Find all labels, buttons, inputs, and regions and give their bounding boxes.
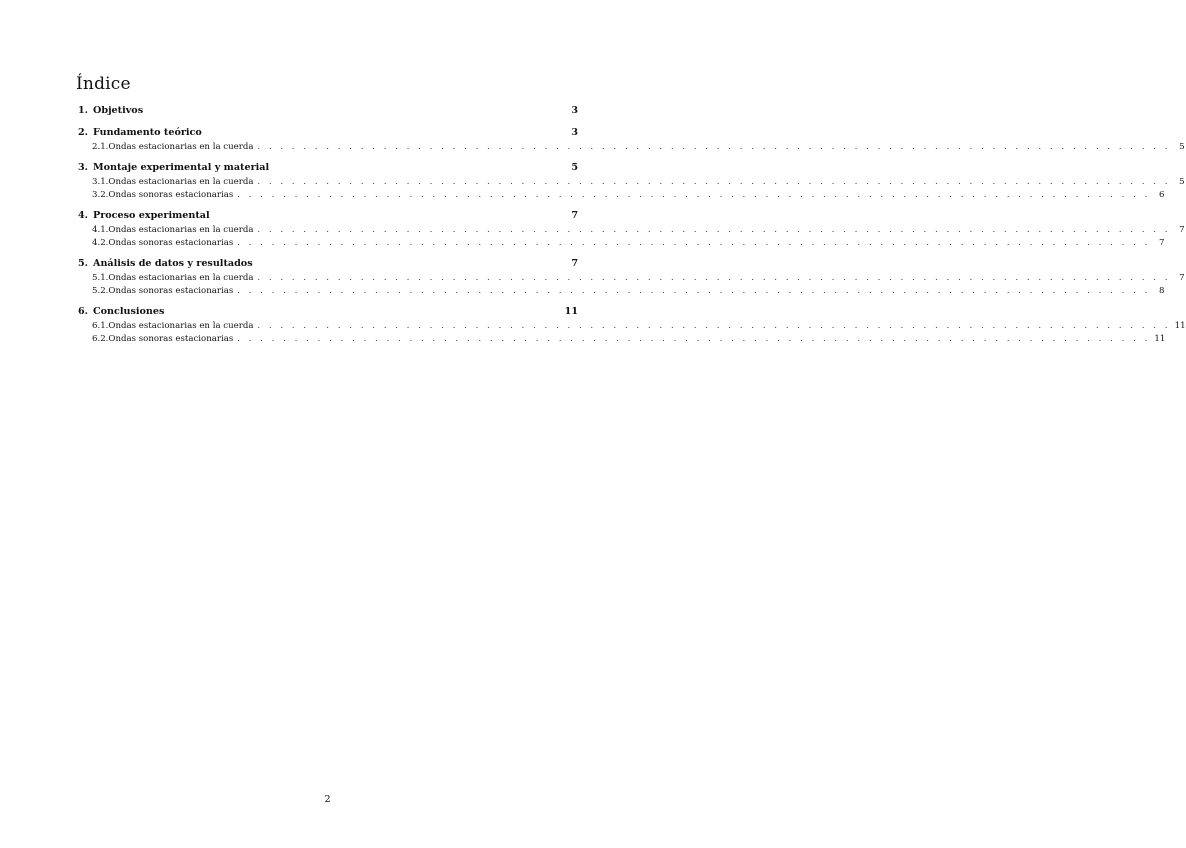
section-title: Objetivos [93,105,144,116]
toc-section [78,305,1186,345]
section-page: 7 [571,258,578,269]
subsection-title: Ondas estacionarias en la cuerda [108,225,254,235]
subsection-page: 5 [1179,142,1185,152]
section-title: Análisis de datos y resultados [93,258,253,269]
subsection-number: 5.2. [92,286,109,296]
section-number: 6. [78,306,89,317]
section-number: 5. [78,258,89,269]
dot-leader: . . . . . . . . . . . . . . . . . . . . . . . . . . . . . . . . . . . . . . . . . . . . . . . . . . . . . . . . . . . . . . . . . . . . . . . . . . . . . . . . [257,273,1171,282]
toc-subentry[interactable] [78,140,1185,153]
dot-leader: . . . . . . . . . . . . . . . . . . . . . . . . . . . . . . . . . . . . . . . . . . . . . . . . . . . . . . . . . . . . . . . . . . . . . . . . . . . . . . . . [257,225,1171,234]
dot-leader: . . . . . . . . . . . . . . . . . . . . . . . . . . . . . . . . . . . . . . . . . . . . . . . . . . . . . . . . . . . . . . . . . . . . . . . . . . . . . . . . [257,321,1171,330]
section-title: Fundamento teórico [93,127,202,138]
subsection-page: 11 [1174,321,1186,331]
toc-entry[interactable] [78,161,578,175]
section-number: 1. [78,105,89,116]
subsection-title: Ondas estacionarias en la cuerda [108,273,254,283]
toc-entry[interactable] [78,104,578,118]
toc-subentry[interactable] [78,332,1166,345]
dot-leader: . . . . . . . . . . . . . . . . . . . . . . . . . . . . . . . . . . . . . . . . . . . . . . . . . . . . . . . . . . . . . . . . . . . . . . . . . . . . . . . . [257,142,1171,151]
page-number: 2 [324,794,331,805]
subsection-title: Ondas estacionarias en la cuerda [108,142,254,152]
subsection-number: 6.2. [92,334,109,344]
section-title: Proceso experimental [93,210,210,221]
subsection-title: Ondas sonoras estacionarias [108,238,234,248]
table-of-contents [78,104,1186,353]
toc-entry[interactable] [78,126,578,140]
toc-section [78,209,1185,249]
subsection-page: 5 [1179,177,1185,187]
toc-section [78,126,1185,153]
toc-entry[interactable] [78,209,578,223]
toc-section [78,104,578,118]
toc-subentry[interactable] [78,319,1186,332]
section-title: Conclusiones [93,306,165,317]
section-number: 4. [78,210,89,221]
subsection-page: 7 [1179,225,1185,235]
toc-subentry[interactable] [78,223,1185,236]
section-page: 3 [571,105,578,116]
section-page: 11 [564,306,578,317]
toc-entry[interactable] [78,305,578,319]
section-number: 2. [78,127,89,138]
dot-leader: . . . . . . . . . . . . . . . . . . . . . . . . . . . . . . . . . . . . . . . . . . . . . . . . . . . . . . . . . . . . . . . . . . . . . . . . . . . . . . . . [257,177,1171,186]
subsection-page: 8 [1158,286,1165,296]
subsection-page: 11 [1154,334,1166,344]
toc-entry[interactable] [78,257,578,271]
subsection-page: 6 [1158,190,1165,200]
section-page: 3 [571,127,578,138]
subsection-number: 6.1. [92,321,109,331]
subsection-number: 4.2. [92,238,109,248]
section-title: Montaje experimental y material [93,162,270,173]
subsection-number: 5.1. [92,273,109,283]
subsection-title: Ondas sonoras estacionarias [108,286,234,296]
toc-title: Índice [76,74,131,94]
toc-subentry[interactable] [78,236,1165,249]
subsection-number: 4.1. [92,225,109,235]
toc-subentry[interactable] [78,284,1165,297]
dot-leader: . . . . . . . . . . . . . . . . . . . . . . . . . . . . . . . . . . . . . . . . . . . . . . . . . . . . . . . . . . . . . . . . . . . . . . . . . . . . . . . . [237,334,1151,343]
subsection-title: Ondas estacionarias en la cuerda [108,177,254,187]
toc-section [78,257,1185,297]
subsection-number: 2.1. [92,142,109,152]
section-page: 5 [571,162,578,173]
dot-leader: . . . . . . . . . . . . . . . . . . . . . . . . . . . . . . . . . . . . . . . . . . . . . . . . . . . . . . . . . . . . . . . . . . . . . . . . . . . . . . . . [237,286,1151,295]
subsection-page: 7 [1158,238,1165,248]
dot-leader: . . . . . . . . . . . . . . . . . . . . . . . . . . . . . . . . . . . . . . . . . . . . . . . . . . . . . . . . . . . . . . . . . . . . . . . . . . . . . . . . [237,190,1151,199]
subsection-page: 7 [1179,273,1185,283]
subsection-number: 3.1. [92,177,109,187]
subsection-title: Ondas sonoras estacionarias [108,334,234,344]
dot-leader: . . . . . . . . . . . . . . . . . . . . . . . . . . . . . . . . . . . . . . . . . . . . . . . . . . . . . . . . . . . . . . . . . . . . . . . . . . . . . . . . [237,238,1151,247]
subsection-title: Ondas estacionarias en la cuerda [108,321,254,331]
section-page: 7 [571,210,578,221]
toc-subentry[interactable] [78,188,1165,201]
toc-section [78,161,1185,201]
subsection-title: Ondas sonoras estacionarias [108,190,234,200]
section-number: 3. [78,162,89,173]
toc-subentry[interactable] [78,175,1185,188]
subsection-number: 3.2. [92,190,109,200]
toc-subentry[interactable] [78,271,1185,284]
